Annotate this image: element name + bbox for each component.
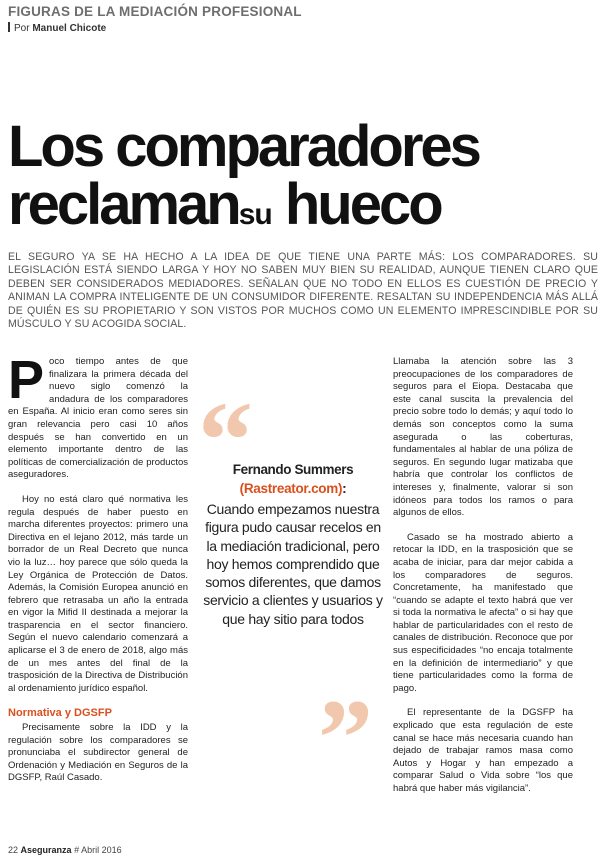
col1-p1-text: oco tiempo antes de que finalizara la primera década del nuevo siglo comenzó la andadura de los comparadores en España. Al inicio eran como seres sin gran relevancia pero casi 10 años después se han convertido en un elemento importante dentro de las políticas de comercialización de productos aseguradores.	[8, 356, 188, 481]
quote-site	[203, 481, 383, 496]
issue-date: # Abril 2016	[74, 845, 122, 855]
quote-site-name: (Rastreator.com)	[239, 481, 343, 496]
byline-prefix: Por	[14, 23, 30, 34]
magazine-name: Aseguranza	[20, 845, 72, 855]
column-left	[8, 350, 188, 797]
pull-quote-text: Cuando empezamos nuestra figura pudo causar recelos en la mediación tradicional, pero hoy hemos comprendido que somos diferentes, que damos servicio a clientes y usuarios y que hay sitio para todos	[203, 501, 383, 627]
headline	[8, 114, 598, 244]
dropcap: P	[8, 350, 45, 410]
page-footer	[8, 845, 122, 855]
col1-paragraph-1	[8, 350, 188, 482]
headline-word-su: su	[238, 198, 272, 231]
open-quote-mark: “	[198, 379, 253, 501]
page-number: 22	[8, 845, 19, 855]
subhead-normativa: Normativa y DGSFP	[8, 707, 112, 720]
byline-author: Manuel Chicote	[32, 23, 107, 34]
lead-paragraph: EL SEGURO YA SE HA HECHO A LA IDEA DE QUE TIENE UNA PARTE MÁS: LOS COMPARADORES. SU LEGISLACIÓN ESTÁ SIENDO LARGA Y HOY NO SABEN MUY BIEN SU REALIDAD, AUNQUE TIENEN CLARO QUE DEBEN SER CONSIDERADOS MEDIADORES. SEÑALAN QUE NO TODO EN ELLOS ES CUESTIÓN DE PRECIO Y ANIMAN LA COMPRA INTELIGENTE DE UN CONSUMIDOR DIFERENTE. RESALTAN SU INDEPENDENCIA MÁS ALLÁ DE QUIÉN ES SU PROPIETARIO Y SON VISTOS POR MUCHOS COMO UN ELEMENTO IMPRESCINDIBLE POR SU MÚSCULO Y SU ACOGIDA SOCIAL.	[8, 251, 598, 331]
column-right	[393, 356, 573, 808]
headline-word-reclaman: reclaman	[8, 172, 239, 237]
close-quote-mark: ”	[318, 677, 373, 799]
headline-word-hueco: hueco	[284, 172, 441, 237]
byline-bar	[8, 22, 10, 32]
col1-paragraph-3: Precisamente sobre la IDD y la regulación sobre los comparadores se pronunciaba el subdirector general de Ordenación y Mediación en Seguros de la DGSFP, Raúl Casado.	[8, 722, 188, 784]
byline	[8, 22, 106, 34]
col3-paragraph-2: Casado se ha mostrado abierto a retocar la IDD, en la trasposición que se acaba de iniciar, para dar mejor cabida a los comparadores de seguros. Concretamente, ha manifestado que “cuando se adapte el texto habrá que ver si toda la normativa le afecta” o si hay que hablar de particularidades con el resto de canales de distribución. Reconoce que por sus especificidades “no encaja totalmente en la definición de intermediario” y que tiene particularidades como la forma de pago.	[393, 531, 573, 694]
col1-paragraph-2: Hoy no está claro qué normativa les regula después de haber puesto en marcha diferentes proyectos: primero una Directiva en el lejano 2012, más tarde un borrador de un Real Decreto que nunca vio la luz… hoy parece que sólo queda la Ley Orgánica de Protección de Datos. Además, la Comisión Europea anunció en febrero que retrasaba un año la entrada en vigor la Mifid II destinada a mejorar la trasparencia en el sector financiero. Según el nuevo calendario comenzará a aplicarse el 3 de enero de 2018, algo más de un mes antes del final de la trasposición de la Directiva de Distribución al ordenamiento jurídico español.	[8, 493, 188, 694]
col3-paragraph-3: El representante de la DGSFP ha explicado que esta regulación de este canal se hace más necesaria cuando han dejado de trabajar ramos masa como Autos y Hogar y han empezado a comparar Salud o Vida sobre “los que habrá que haber más vigilancia”.	[393, 707, 573, 794]
quote-colon: :	[342, 481, 347, 496]
section-title: FIGURAS DE LA MEDIACIÓN PROFESIONAL	[8, 4, 302, 19]
col3-paragraph-1: Llamaba la atención sobre las 3 preocupaciones de los comparadores de seguros para el Eiopa. Destacaba que este canal suscita la prevalencia del precio sobre todo lo demás; y aquí todo lo demás son conceptos como la suma asegurada o las coberturas, fundamentales al hablar de una póliza de seguros. En segundo lugar matizaba que habría que controlar los conflictos de intereses y, finalmente, valorar si son idóneos para todos los ramos o para algunos de ellos.	[393, 356, 573, 519]
headline-line1: Los comparadores	[8, 114, 479, 179]
headline-line2	[8, 172, 598, 244]
quote-author: Fernando Summers	[232, 462, 354, 477]
